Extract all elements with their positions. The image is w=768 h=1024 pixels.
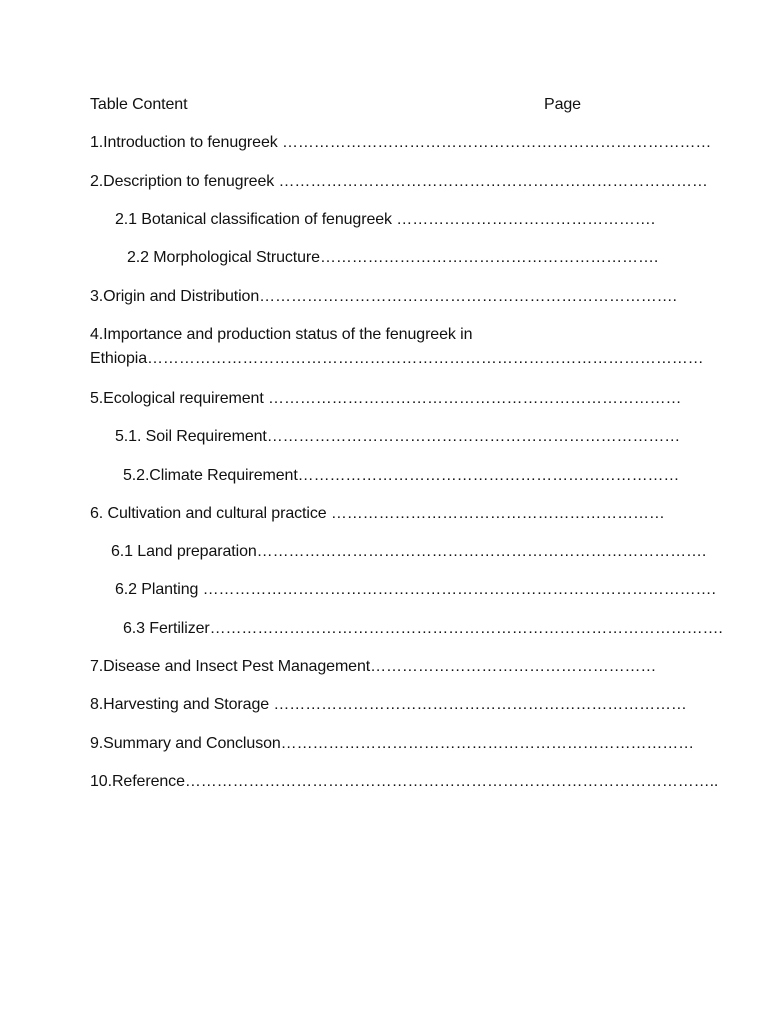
toc-entry: 6. Cultivation and cultural practice ……………………………………………………… (90, 505, 665, 522)
toc-entry: 5.Ecological requirement …………………………………………………………………… (90, 390, 682, 407)
toc-entry: 6.3 Fertilizer……………………………………………………………………………………. (123, 620, 723, 637)
toc-entry: 10.Reference……………………………………………………………………………………….. (90, 773, 719, 790)
toc-entry: 2.Description to fenugreek ……………………………………………………………………… (90, 173, 708, 190)
toc-entry: 2.1 Botanical classification of fenugreek …………………………………………. (115, 211, 656, 228)
toc-page-column-label: Page (544, 96, 581, 113)
toc-entry: 5.1. Soil Requirement…………………………………………………………………… (115, 428, 681, 445)
toc-entry: 7.Disease and Insect Pest Management……………………………………………… (90, 658, 657, 675)
toc-entry: 8.Harvesting and Storage …………………………………………………………………… (90, 696, 687, 713)
toc-entry: 2.2 Morphological Structure………………………………………………………. (127, 249, 659, 266)
toc-entry: 6.2 Planting ……………………………………………………………………………………. (115, 581, 716, 598)
toc-entry: 5.2.Climate Requirement……………………………………………………………… (123, 467, 680, 484)
toc-entry: 4.Importance and production status of the fenugreek in Ethiopia…………………………………………………………………………………………… (90, 326, 704, 367)
toc-entry: 9.Summary and Concluson…………………………………………………………………… (90, 735, 695, 752)
toc-entry: 1.Introduction to fenugreek ……………………………………………………………………… (90, 134, 712, 151)
toc-entry: 3.Origin and Distribution……………………………………………………………………. (90, 288, 677, 305)
toc-heading: Table Content (90, 96, 188, 113)
toc-entry: 6.1 Land preparation…………………………………………………………………………. (111, 543, 707, 560)
